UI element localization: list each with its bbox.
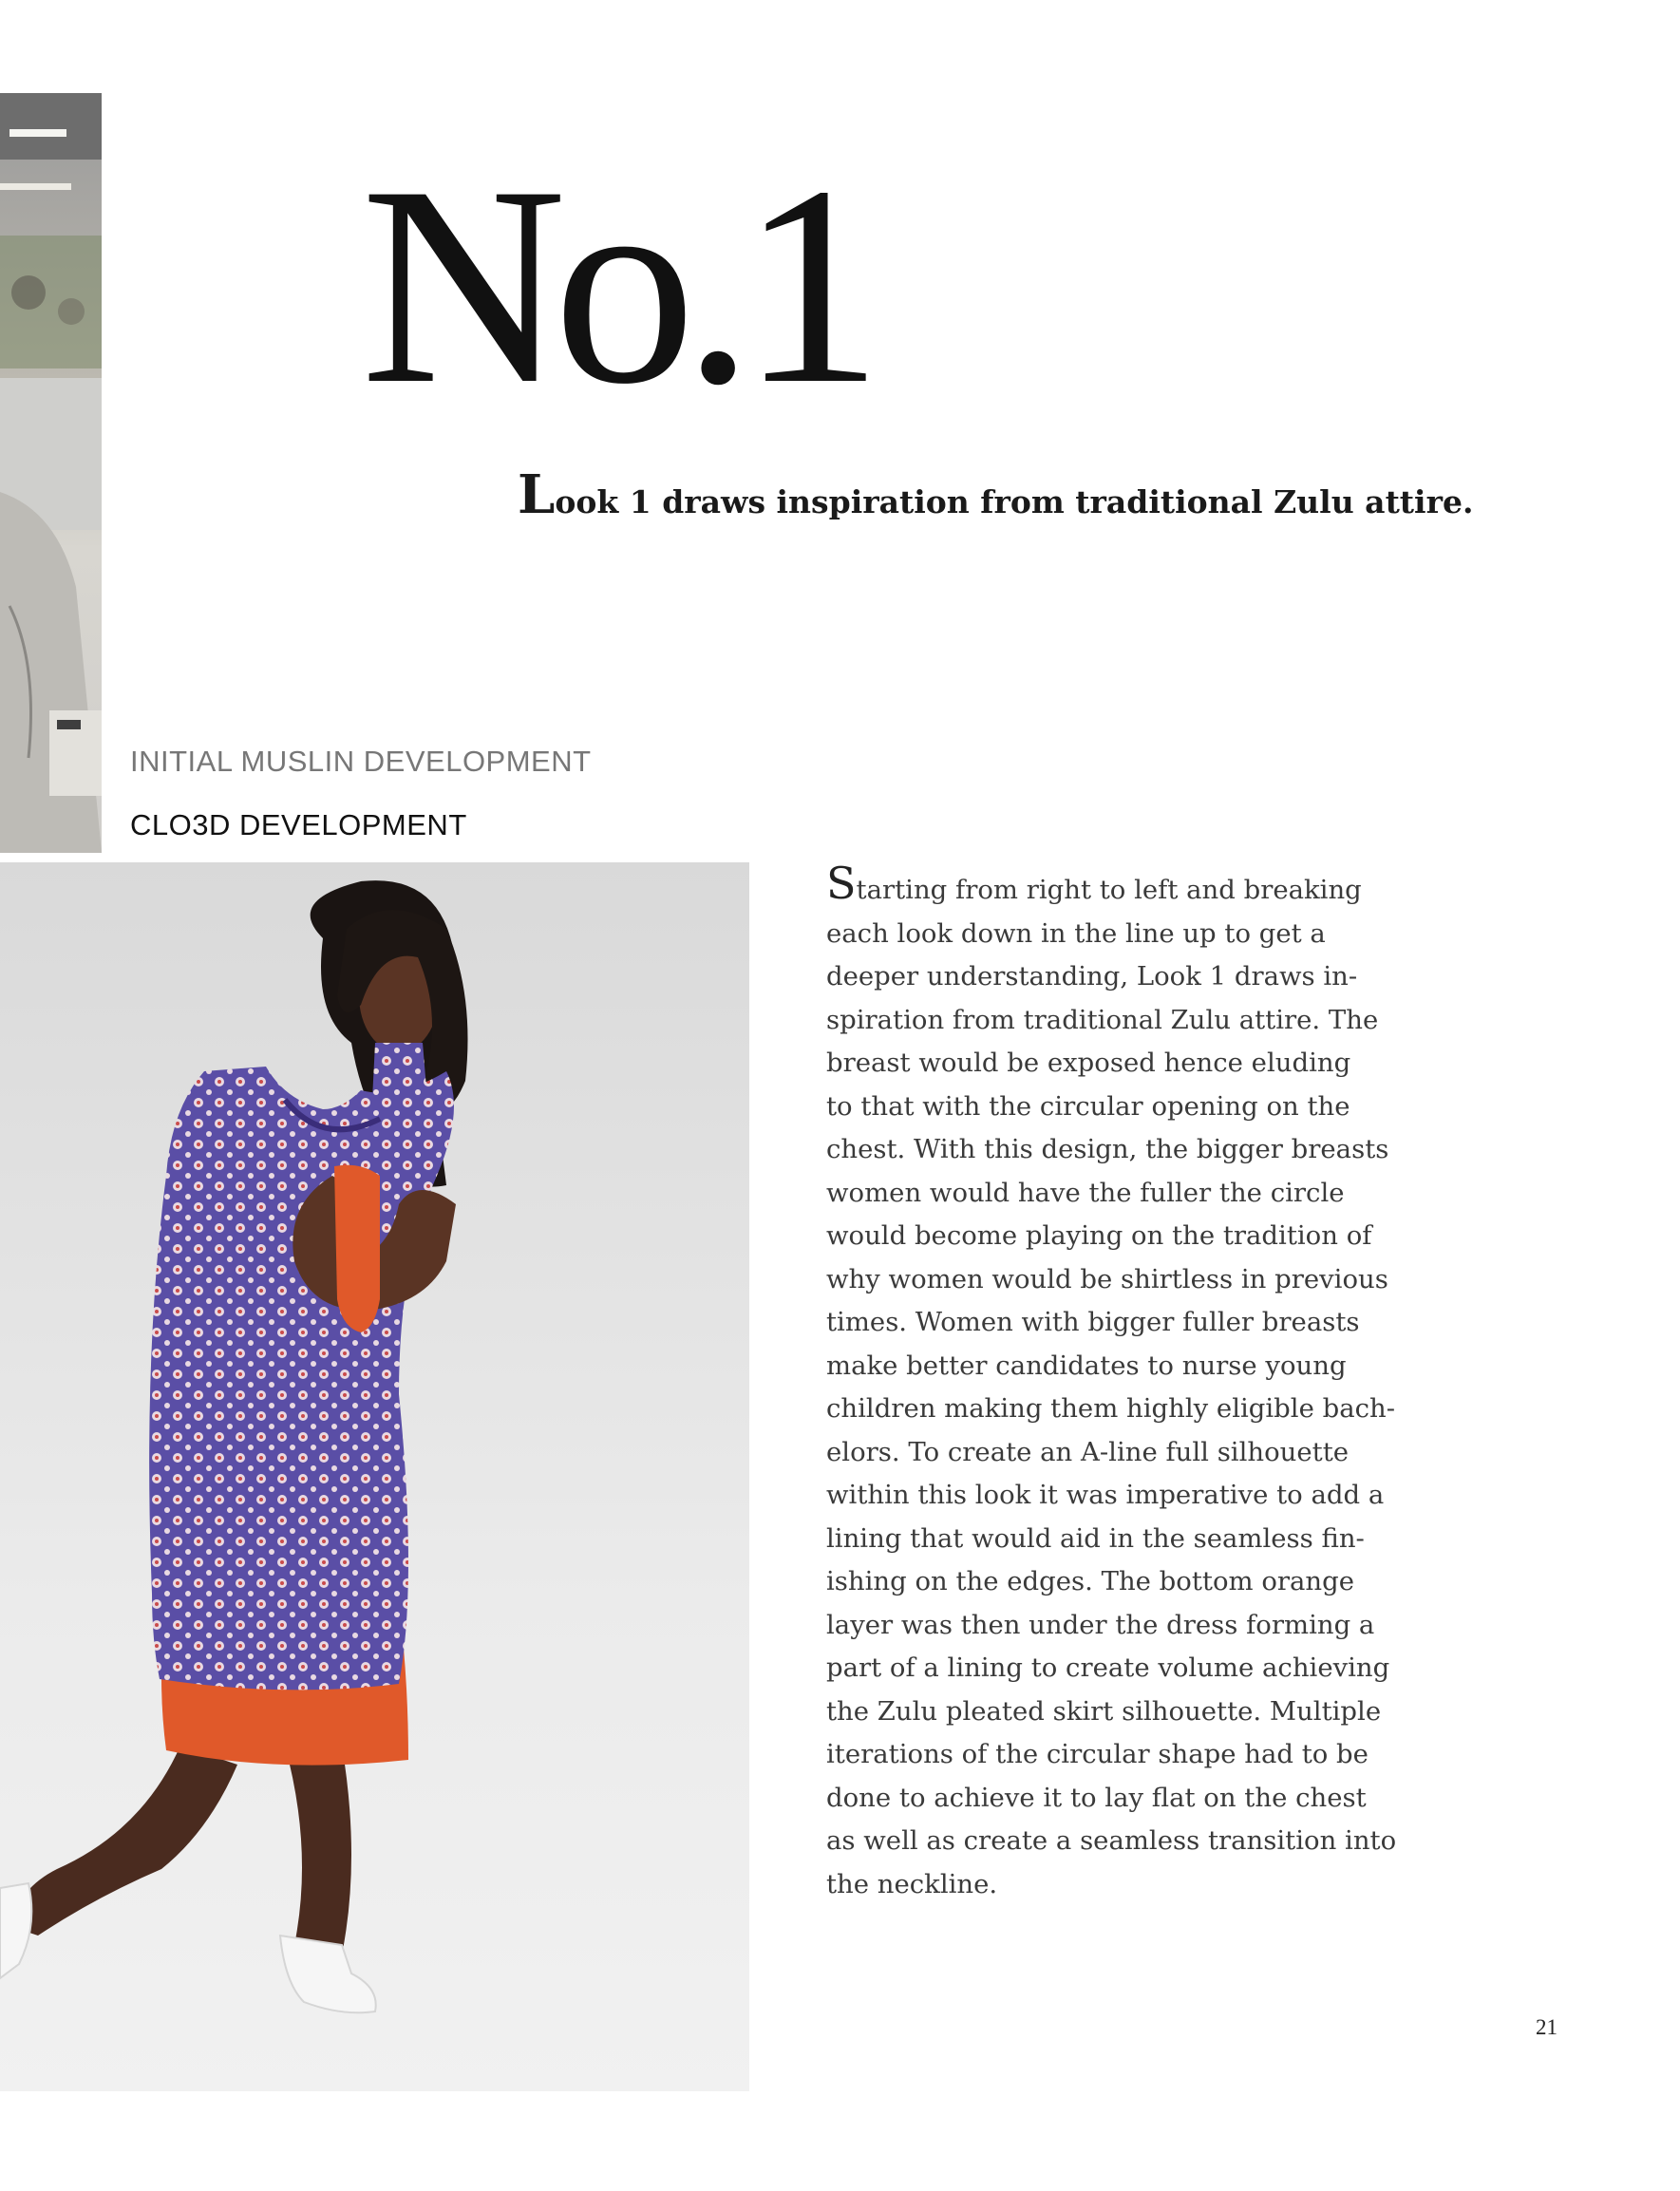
studio-photo-image [0,93,102,853]
body-dropcap: S [826,858,857,909]
model-photo-image [0,862,749,2091]
page-title: No.1 [361,127,870,443]
body-line: spiration from traditional Zulu attire. The [826,1004,1379,1035]
body-line: children making them highly eligible bach- [826,1393,1395,1424]
body-line: to that with the circular opening on the [826,1090,1350,1122]
body-line: would become playing on the tradition of [826,1220,1372,1251]
label-clo3d: CLO3D DEVELOPMENT [130,808,467,841]
body-line: done to achieve it to lay flat on the chest [826,1782,1367,1813]
body-first-line-text: tarting from right to left and breaking [856,875,1362,905]
body-line: times. Women with bigger fuller breasts [826,1307,1360,1337]
body-line: deeper understanding, Look 1 draws in- [826,961,1358,992]
body-line: each look down in the line up to get a [826,917,1326,949]
body-line: breast would be exposed hence eluding [826,1048,1351,1078]
body-line: elors. To create an A-line full silhouette [826,1436,1350,1467]
label-initial-muslin: INITIAL MUSLIN DEVELOPMENT [130,745,592,778]
page-number: 21 [1536,2015,1557,2039]
body-line: the Zulu pleated skirt silhouette. Multiple [826,1695,1382,1727]
body-line: as well as create a seamless transition into [826,1825,1397,1856]
body-line: layer was then under the dress forming a [826,1609,1375,1640]
body-paragraph [826,858,1434,1906]
body-line: ishing on the edges. The bottom orange [826,1566,1355,1596]
body-line: within this look it was imperative to add a [826,1480,1385,1510]
body-line: iterations of the circular shape had to be [826,1739,1369,1769]
body-line: make better candidates to nurse young [826,1350,1347,1381]
subtitle-text: ook 1 draws inspiration from traditional Zulu attire. [555,483,1474,520]
studio-photo [0,93,102,853]
body-line: chest. With this design, the bigger breasts [826,1134,1389,1164]
subtitle [518,463,1473,527]
body-line: why women would be shirtless in previous [826,1263,1388,1294]
body-line: women would have the fuller the circle [826,1177,1345,1208]
body-line: the neckline. [826,1868,998,1899]
body-line: part of a lining to create volume achieving [826,1653,1390,1683]
model-photo [0,862,749,2091]
body-first-line [826,858,1434,913]
body-line: lining that would aid in the seamless fin- [826,1522,1365,1554]
subtitle-dropcap: L [518,463,556,526]
